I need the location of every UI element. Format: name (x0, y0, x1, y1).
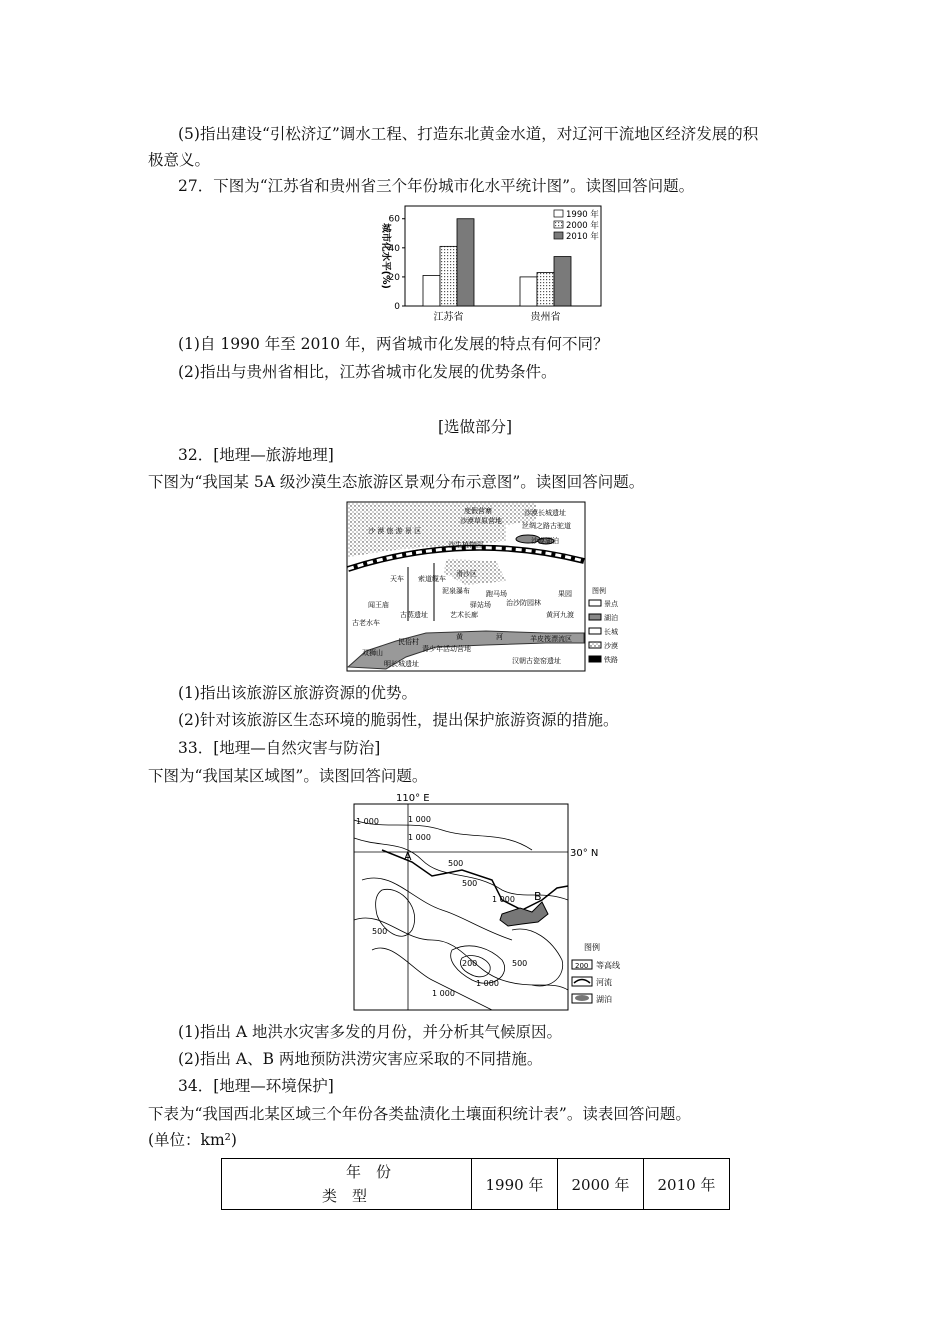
q26-5-line1: (5)指出建设“引松济辽”调水工程、打造东北黄金水道，对辽河干流地区经济发展的积 (178, 125, 759, 143)
q27-sub1: (1)自 1990 年至 2010 年，两省城市化发展的特点有何不同？ (178, 335, 609, 353)
longitude-label: 110° E (396, 793, 430, 804)
q32-sub2: (2)针对该旅游区生态环境的脆弱性，提出保护旅游资源的措施。 (178, 711, 619, 729)
contour-label: 500 (462, 879, 478, 888)
map-label: 羊皮筏漂流区 (530, 635, 572, 643)
year-header: 2010 年 (644, 1159, 730, 1210)
map-label: 明长城遗址 (384, 660, 419, 668)
urbanization-bar-chart (372, 204, 604, 326)
contour-label: 1 000 (408, 833, 431, 842)
bar-guizhou-2 (554, 257, 571, 306)
contour-label: 1 000 (356, 817, 379, 826)
map-label: 青少年活动营地 (422, 645, 471, 653)
legend-symbol (589, 600, 601, 606)
legend-label: 湖泊 (596, 995, 612, 1004)
regional-contour-map (352, 790, 642, 1014)
q32-intro: 下图为“我国某 5A 级沙漠生态旅游区景观分布示意图”。读图回答问题。 (148, 473, 645, 491)
saline-soil-table (221, 1158, 730, 1210)
desert-tourism-map (346, 501, 618, 673)
contour-label: 1 000 (476, 979, 499, 988)
map-label: 天车 (390, 575, 404, 583)
legend-label: 长城 (604, 628, 618, 636)
contour-label: 1 000 (492, 895, 515, 904)
legend-label: 2010 年 (566, 232, 599, 242)
legend-label: 铁路 (604, 656, 618, 664)
map-label: 古蒸遗址 (400, 611, 428, 619)
q34-intro: 下表为“我国西北某区域三个年份各类盐渍化土壤面积统计表”。读表回答问题。 (148, 1105, 691, 1123)
legend-label: 2000 年 (566, 221, 599, 231)
map-label: 索道缆车 (418, 575, 446, 583)
category-label: 江苏省 (433, 312, 464, 323)
map-label: 丝绸之路古驼道 (522, 522, 571, 530)
map-label: 古老水车 (352, 619, 380, 627)
point-a: A (404, 850, 412, 863)
legend-symbol (589, 614, 601, 620)
q33-intro: 下图为“我国某区域图”。读图回答问题。 (148, 767, 428, 785)
y-tick-label: 60 (388, 214, 400, 225)
point-b: B (534, 890, 542, 903)
map-label: 黄 (456, 633, 463, 641)
year-header: 1990 年 (472, 1159, 558, 1210)
map-label: 跑马场 (486, 590, 507, 598)
map-label: 驿站场 (470, 601, 491, 609)
q27-sub2: (2)指出与贵州省相比，江苏省城市化发展的优势条件。 (178, 363, 557, 381)
map-label: 黄河九渡 (546, 611, 574, 619)
map-label: 双狮山 (362, 649, 383, 657)
q32-head: 32．[地理—旅游地理] (178, 446, 334, 464)
map-label: 汉朝古瓷窑遗址 (512, 657, 561, 665)
y-tick-label: 20 (388, 272, 400, 283)
contour-label: 1 000 (432, 989, 455, 998)
map-label: 沙漠湖泊 (531, 537, 559, 545)
contour-label: 500 (372, 927, 388, 936)
q33-sub2: (2)指出 A、B 两地预防洪涝灾害应采取的不同措施。 (178, 1050, 543, 1068)
map-label: 果园 (558, 590, 572, 598)
map-label: 沙 漠 旅 游 景 区 (368, 527, 422, 535)
legend-symbol (589, 628, 601, 634)
legend-swatch (554, 232, 563, 239)
bar-guizhou-0 (520, 277, 537, 306)
q34-unit: (单位：km²) (148, 1131, 237, 1149)
q27-intro: 27．下图为“江苏省和贵州省三个年份城市化水平统计图”。读图回答问题。 (178, 177, 695, 195)
year-header: 2000 年 (558, 1159, 644, 1210)
contour-label: 200 (462, 959, 478, 968)
legend-label: 1990 年 (566, 210, 599, 220)
legend-label: 景点 (604, 600, 618, 608)
q33-head: 33．[地理—自然灾害与防治] (178, 739, 381, 757)
q26-5-line2: 极意义。 (148, 151, 211, 169)
contour-label: 1 000 (408, 815, 431, 824)
legend-label: 沙漠 (604, 642, 618, 650)
legend-label: 等高线 (596, 961, 620, 970)
bar-jiangsu-1 (440, 246, 457, 306)
map-label: 沙漠草原营地 (460, 517, 502, 525)
legend-swatch (554, 210, 563, 217)
y-tick-label: 40 (388, 243, 400, 254)
map-label: 泥泉瀑布 (442, 587, 470, 595)
corner-bottom-label: 类 型 (322, 1187, 368, 1205)
legend-symbol (589, 642, 601, 648)
corner-top-label: 年 份 (346, 1163, 392, 1181)
map-label: 沙漠长城遗址 (524, 509, 566, 517)
section-title: [选做部分] (437, 418, 513, 436)
map-label: 艺术长廊 (450, 611, 478, 619)
contour-label: 500 (448, 859, 464, 868)
chart-ylabel: 城市化水平(%) (380, 223, 391, 289)
q33-sub1: (1)指出 A 地洪水灾害多发的月份，并分析其气候原因。 (178, 1023, 563, 1041)
contour-label: 500 (512, 959, 528, 968)
bar-jiangsu-0 (423, 275, 440, 306)
category-label: 贵州省 (530, 312, 561, 323)
legend-sample: 200 (575, 962, 589, 970)
y-tick-label: 0 (394, 302, 400, 312)
map-legend-title: 图例 (592, 587, 606, 595)
bar-jiangsu-2 (457, 219, 474, 306)
q34-head: 34．[地理—环境保护] (178, 1077, 334, 1095)
map-label: 河 (496, 633, 503, 641)
contour-legend-title: 图例 (584, 943, 600, 952)
legend-label: 河流 (596, 978, 612, 987)
map-label: 沙生植物园 (448, 541, 483, 549)
legend-swatch (554, 221, 563, 228)
latitude-label: 30° N (570, 848, 599, 859)
map-label: 度假营寨 (464, 507, 492, 515)
legend-label: 湖泊 (604, 614, 618, 622)
map-label: 民俗村 (398, 638, 419, 646)
map-label: 治沙防园林 (506, 599, 541, 607)
map-label: 滑沙区 (456, 570, 477, 578)
legend-symbol (589, 656, 601, 662)
map-label: 闻王庙 (368, 601, 389, 609)
q32-sub1: (1)指出该旅游区旅游资源的优势。 (178, 684, 417, 702)
table-corner-cell (222, 1159, 472, 1210)
bar-guizhou-1 (537, 273, 554, 306)
